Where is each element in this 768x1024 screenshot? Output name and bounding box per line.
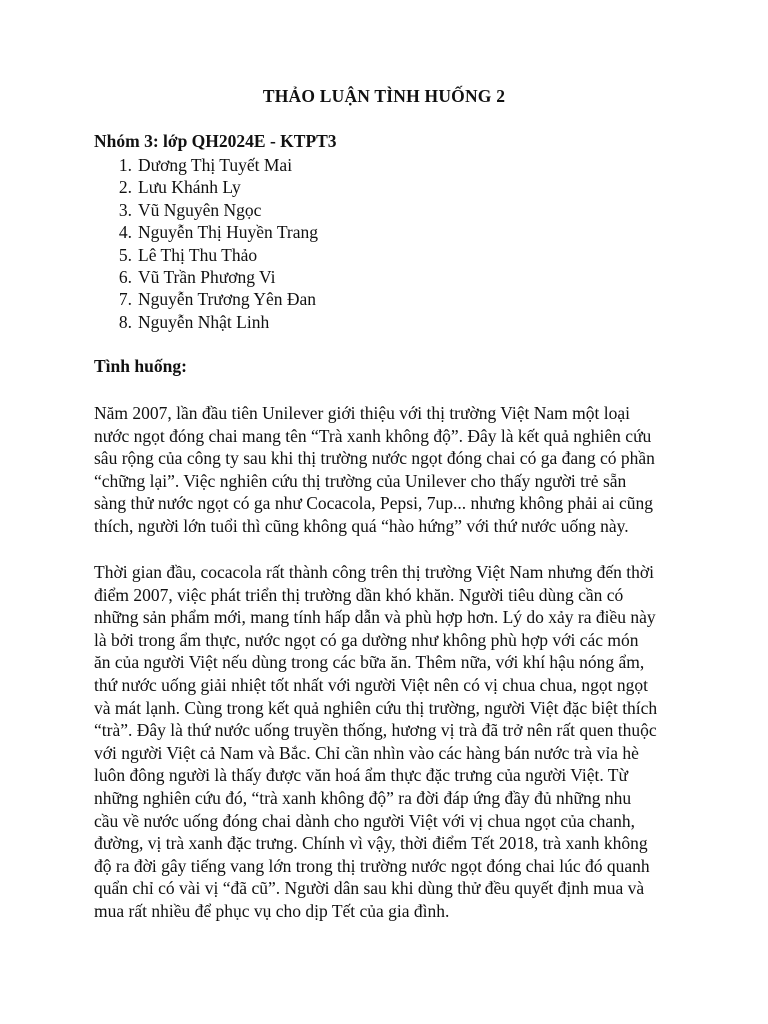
member-item xyxy=(94,244,318,266)
member-item xyxy=(94,176,318,198)
member-number: 3. xyxy=(118,199,132,220)
paragraph-line: với người Việt cả Nam và Bắc. Chỉ cần nhìn vào các hàng bán nước trà vỉa hè xyxy=(94,742,639,763)
paragraph-line: sâu rộng của công ty sau khi thị trường nước ngọt đóng chai có ga đang có phần xyxy=(94,448,655,469)
member-name: Nguyễn Nhật Linh xyxy=(138,311,270,332)
paragraph-line: cầu về nước uống đóng chai dành cho người Việt với vị chua ngọt của chanh, xyxy=(94,810,636,831)
member-name: Vũ Nguyên Ngọc xyxy=(138,199,262,220)
section-heading: Tình huống: xyxy=(94,356,187,376)
member-name: Lưu Khánh Ly xyxy=(138,177,241,198)
member-item xyxy=(94,154,318,176)
member-number: 6. xyxy=(118,266,132,287)
member-item xyxy=(94,199,318,221)
member-item xyxy=(94,288,318,310)
paragraph-line: thứ nước uống giải nhiệt tốt nhất với người Việt nên có vị chua chua, ngọt ngọt xyxy=(94,674,648,695)
paragraph-line: và mát lạnh. Cùng trong kết quả nghiên cứu thị trường, người Việt đặc biệt thích xyxy=(94,697,658,718)
paragraph-line: độ ra đời gây tiếng vang lớn trong thị trường nước ngọt đóng chai lúc đó quanh xyxy=(94,855,650,876)
paragraph-2 xyxy=(94,561,694,923)
document-title: THẢO LUẬN TÌNH HUỐNG 2 xyxy=(262,86,506,106)
paragraph-line: sàng thử nước ngọt có ga như Cocacola, Pepsi, 7up... nhưng không phải ai cũng xyxy=(94,493,653,514)
member-name: Dương Thị Tuyết Mai xyxy=(138,155,293,175)
member-name: Nguyễn Trương Yên Đan xyxy=(138,289,317,310)
member-list xyxy=(94,154,318,333)
paragraph-line: nước ngọt đóng chai mang tên “Trà xanh không độ”. Đây là kết quả nghiên cứu xyxy=(94,425,652,446)
member-number: 1. xyxy=(118,155,132,175)
member-number: 4. xyxy=(118,222,132,243)
member-item xyxy=(94,221,318,243)
paragraph-line: “chững lại”. Việc nghiên cứu thị trường của Unilever cho thấy người trẻ sẵn xyxy=(94,470,627,491)
paragraph-line: điểm 2007, việc phát triển thị trường dần khó khăn. Người tiêu dùng cần có xyxy=(94,584,624,605)
paragraph-line: ăn của người Việt nếu dùng trong các bữa ăn. Thêm nữa, với khí hậu nóng ẩm, xyxy=(94,652,645,673)
member-number: 7. xyxy=(118,289,132,310)
member-name: Nguyễn Thị Huyền Trang xyxy=(138,222,319,243)
member-name: Vũ Trần Phương Vi xyxy=(138,266,276,287)
member-item xyxy=(94,311,318,333)
paragraph-line: là bởi trong ẩm thực, nước ngọt có ga dường như không phù hợp với các món xyxy=(94,629,639,650)
paragraph-line: “trà”. Đây là thứ nước uống truyền thống, hương vị trà đã trở nên rất quen thuộc xyxy=(94,720,657,741)
paragraph-line: những sản phẩm mới, mang tính hấp dẫn và phù hợp hơn. Lý do xảy ra điều này xyxy=(94,607,656,628)
paragraph-line: Thời gian đầu, cocacola rất thành công trên thị trường Việt Nam nhưng đến thời xyxy=(94,562,654,582)
member-item xyxy=(94,266,318,288)
paragraph-line: đường, vị trà xanh đặc trưng. Chính vì vậy, thời điểm Tết 2018, trà xanh không xyxy=(94,833,648,854)
member-number: 5. xyxy=(118,244,132,265)
member-number: 8. xyxy=(118,311,132,332)
paragraph-line: những nghiên cứu đó, “trà xanh không độ” ra đời đáp ứng đầy đủ những nhu xyxy=(94,787,632,808)
paragraph-line: quẩn chỉ có vài vị “đã cũ”. Người dân sau khi dùng thử đều quyết định mua và xyxy=(94,878,645,899)
paragraph-1 xyxy=(94,402,694,538)
member-number: 2. xyxy=(118,177,132,198)
member-name: Lê Thị Thu Thảo xyxy=(138,244,258,265)
paragraph-line: Năm 2007, lần đầu tiên Unilever giới thiệu với thị trường Việt Nam một loại xyxy=(94,403,630,423)
paragraph-line: thích, người lớn tuổi thì cũng không quá “hào hứng” với thứ nước uống này. xyxy=(94,515,629,536)
group-heading: Nhóm 3: lớp QH2024E - KTPT3 xyxy=(94,131,337,151)
paragraph-line: luôn đông người là thấy được văn hoá ẩm thực đặc trưng của người Việt. Từ xyxy=(94,765,628,786)
paragraph-line: mua rất nhiều để phục vụ cho dịp Tết của gia đình. xyxy=(94,900,450,921)
